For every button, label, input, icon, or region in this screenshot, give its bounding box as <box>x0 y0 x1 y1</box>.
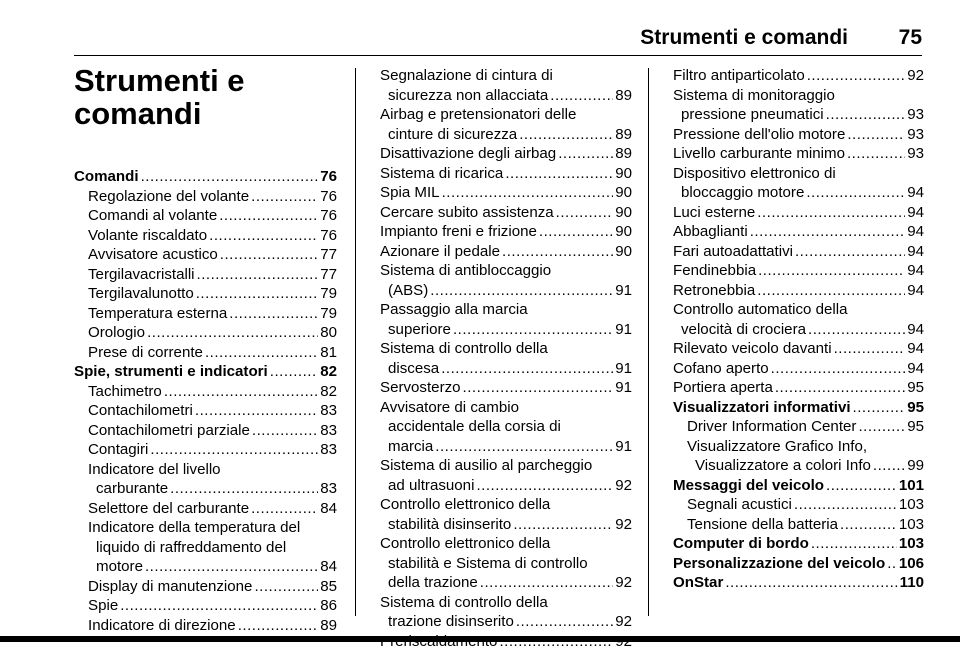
toc-entry-text: Pressione dell'olio motore <box>673 125 845 145</box>
leader-dots <box>550 86 613 106</box>
toc-entry-text: Spia MIL <box>380 183 440 203</box>
toc-entry[interactable] <box>673 437 924 476</box>
toc-entry[interactable] <box>380 203 632 223</box>
toc-page-number: 92 <box>615 573 632 593</box>
leader-dots <box>826 105 906 125</box>
toc-entry[interactable] <box>74 382 337 402</box>
leader-dots <box>795 242 905 262</box>
toc-page-number: 92 <box>615 612 632 632</box>
toc-entry-text: trazione disinserito <box>388 612 514 632</box>
toc-page-number: 94 <box>907 320 924 340</box>
toc-entry-text: Tergilavacristalli <box>88 265 195 285</box>
column-divider <box>648 68 649 616</box>
toc-entry-text: carburante <box>96 479 168 499</box>
chapter-title-line-2: comandi <box>74 96 201 131</box>
leader-dots <box>757 281 905 301</box>
toc-page-number: 95 <box>907 417 924 437</box>
toc-entry-text: Passaggio alla marcia <box>380 300 632 320</box>
toc-entry[interactable] <box>380 300 632 339</box>
toc-entry-text: stabilità disinserito <box>388 515 511 535</box>
toc-page-number: 81 <box>320 343 337 363</box>
leader-dots <box>120 596 318 616</box>
leader-dots <box>853 398 906 418</box>
chapter-title-line-1: Strumenti e <box>74 63 245 98</box>
toc-entry[interactable] <box>673 281 924 301</box>
toc-page-number: 79 <box>320 304 337 324</box>
leader-dots <box>141 167 319 187</box>
toc-entry-text: marcia <box>388 437 433 457</box>
leader-dots <box>441 359 613 379</box>
toc-entry[interactable] <box>74 499 337 519</box>
toc-entry[interactable] <box>673 495 924 515</box>
toc-entry-text: bloccaggio motore <box>681 183 804 203</box>
toc-entry-text: Visualizzatore Grafico Info, <box>687 437 924 457</box>
toc-entry-text: liquido di raffreddamento del <box>88 538 337 558</box>
toc-entry[interactable] <box>74 206 337 226</box>
leader-dots <box>847 125 905 145</box>
toc-entry[interactable] <box>74 245 337 265</box>
toc-column-3 <box>673 66 924 593</box>
leader-dots <box>480 573 613 593</box>
toc-page-number: 99 <box>907 456 924 476</box>
toc-page-number: 94 <box>907 339 924 359</box>
toc-entry-text: Contachilometri parziale <box>88 421 250 441</box>
toc-entry-text: ad ultrasuoni <box>388 476 474 496</box>
toc-entry[interactable] <box>74 323 337 343</box>
leader-dots <box>757 203 905 223</box>
toc-page-number: 103 <box>899 495 924 515</box>
chapter-title <box>74 64 245 130</box>
toc-entry-text: Segnalazione di cintura di <box>380 66 632 86</box>
toc-entry-text: OnStar <box>673 573 723 593</box>
toc-entry[interactable] <box>673 417 924 437</box>
toc-entry-text: Regolazione del volante <box>88 187 249 207</box>
leader-dots <box>150 440 318 460</box>
toc-section-entry[interactable] <box>74 167 337 187</box>
leader-dots <box>556 203 614 223</box>
leader-dots <box>220 245 318 265</box>
toc-entry[interactable] <box>673 515 924 535</box>
leader-dots <box>219 206 318 226</box>
toc-entry[interactable] <box>673 222 924 242</box>
column-divider <box>355 68 356 616</box>
toc-page-number: 89 <box>615 144 632 164</box>
toc-page-number: 93 <box>907 105 924 125</box>
toc-entry[interactable] <box>380 261 632 300</box>
toc-entry[interactable] <box>673 203 924 223</box>
leader-dots <box>238 616 319 636</box>
toc-entry[interactable] <box>380 164 632 184</box>
toc-entry[interactable] <box>380 456 632 495</box>
toc-page-number: 91 <box>615 281 632 301</box>
page-header <box>0 26 960 56</box>
toc-page-number: 94 <box>907 203 924 223</box>
toc-entry-text: Luci esterne <box>673 203 755 223</box>
toc-page-number: 86 <box>320 596 337 616</box>
toc-entry-text: Indicatore di direzione <box>88 616 236 636</box>
toc-page-number: 94 <box>907 359 924 379</box>
leader-dots <box>435 437 613 457</box>
leader-dots <box>771 359 906 379</box>
toc-entry-text: discesa <box>388 359 439 379</box>
toc-entry-text: Airbag e pretensionatori delle <box>380 105 632 125</box>
toc-entry-text: stabilità e Sistema di controllo <box>380 554 632 574</box>
toc-page-number: 77 <box>320 265 337 285</box>
toc-entry-text: Segnali acustici <box>687 495 792 515</box>
leader-dots <box>558 144 613 164</box>
toc-entry[interactable] <box>74 304 337 324</box>
leader-dots <box>254 577 318 597</box>
leader-dots <box>826 476 897 496</box>
page-number: 75 <box>899 26 922 50</box>
toc-page-number: 94 <box>907 242 924 262</box>
toc-entry-text: Visualizzatori informativi <box>673 398 851 418</box>
toc-entry[interactable] <box>74 284 337 304</box>
toc-page-number: 82 <box>320 382 337 402</box>
toc-page-number: 103 <box>899 534 924 554</box>
leader-dots <box>758 261 905 281</box>
toc-page-number: 95 <box>907 378 924 398</box>
toc-entry-text: Sistema di controllo della <box>380 339 632 359</box>
toc-entry[interactable] <box>380 339 632 378</box>
toc-section-entry[interactable] <box>673 398 924 418</box>
toc-entry-text: Avvisatore acustico <box>88 245 218 265</box>
toc-entry[interactable] <box>380 144 632 164</box>
toc-page-number: 80 <box>320 323 337 343</box>
leader-dots <box>725 573 897 593</box>
toc-page-number: 91 <box>615 359 632 379</box>
toc-entry-text: della trazione <box>388 573 478 593</box>
toc-entry-text: Livello carburante minimo <box>673 144 845 164</box>
leader-dots <box>858 417 905 437</box>
toc-entry[interactable] <box>673 339 924 359</box>
toc-page-number: 79 <box>320 284 337 304</box>
toc-entry[interactable] <box>74 518 337 577</box>
toc-entry-text: Visualizzatore a colori Info <box>695 456 871 476</box>
toc-entry-text: Temperatura esterna <box>88 304 227 324</box>
toc-entry-text: Avvisatore di cambio <box>380 398 632 418</box>
toc-page-number: 83 <box>320 440 337 460</box>
leader-dots <box>847 144 905 164</box>
leader-dots <box>502 242 613 262</box>
toc-entry-text: sicurezza non allacciata <box>388 86 548 106</box>
toc-entry[interactable] <box>673 86 924 125</box>
toc-entry[interactable] <box>74 616 337 636</box>
toc-entry[interactable] <box>74 265 337 285</box>
toc-page-number: 89 <box>320 616 337 636</box>
leader-dots <box>513 515 613 535</box>
toc-page-number: 77 <box>320 245 337 265</box>
toc-entry-text: Indicatore del livello <box>88 460 337 480</box>
toc-entry[interactable] <box>673 125 924 145</box>
toc-section-entry[interactable] <box>673 573 924 593</box>
leader-dots <box>252 421 318 441</box>
toc-entry[interactable] <box>380 495 632 534</box>
toc-entry[interactable] <box>74 421 337 441</box>
toc-entry-text: Cercare subito assistenza <box>380 203 554 223</box>
toc-entry[interactable] <box>74 577 337 597</box>
toc-entry-text: velocità di crociera <box>681 320 806 340</box>
toc-entry-text: Fari autoadattativi <box>673 242 793 262</box>
leader-dots <box>197 265 319 285</box>
leader-dots <box>196 284 318 304</box>
toc-page-number: 90 <box>615 242 632 262</box>
toc-page-number: 84 <box>320 499 337 519</box>
toc-entry-text: Selettore del carburante <box>88 499 249 519</box>
leader-dots <box>170 479 318 499</box>
toc-entry-text: Sistema di ricarica <box>380 164 503 184</box>
toc-entry[interactable] <box>673 164 924 203</box>
toc-entry-text: Tensione della batteria <box>687 515 838 535</box>
leader-dots <box>270 362 318 382</box>
toc-entry-text: Azionare il pedale <box>380 242 500 262</box>
toc-entry[interactable] <box>380 105 632 144</box>
toc-page-number: 76 <box>320 206 337 226</box>
toc-entry-text: Comandi al volante <box>88 206 217 226</box>
toc-page-number: 76 <box>320 187 337 207</box>
toc-page-number: 95 <box>907 398 924 418</box>
toc-entry-text: Servosterzo <box>380 378 461 398</box>
toc-page-number: 82 <box>320 362 337 382</box>
toc-page-number: 94 <box>907 261 924 281</box>
toc-entry[interactable] <box>673 144 924 164</box>
leader-dots <box>229 304 318 324</box>
toc-entry-text: Indicatore della temperatura del <box>88 518 337 538</box>
leader-dots <box>463 378 614 398</box>
toc-page-number: 101 <box>899 476 924 496</box>
leader-dots <box>887 554 897 574</box>
leader-dots <box>539 222 613 242</box>
toc-page-number: 89 <box>615 86 632 106</box>
toc-entry[interactable] <box>74 343 337 363</box>
toc-entry-text: Portiera aperta <box>673 378 773 398</box>
leader-dots <box>840 515 897 535</box>
leader-dots <box>811 534 897 554</box>
leader-dots <box>806 183 905 203</box>
toc-entry[interactable] <box>380 534 632 593</box>
toc-entry[interactable] <box>380 183 632 203</box>
toc-page-number: 103 <box>899 515 924 535</box>
toc-page-number: 84 <box>320 557 337 577</box>
toc-page-number: 92 <box>615 476 632 496</box>
toc-page-number: 89 <box>615 125 632 145</box>
leader-dots <box>251 187 318 207</box>
leader-dots <box>834 339 906 359</box>
toc-entry[interactable] <box>673 242 924 262</box>
toc-entry[interactable] <box>74 226 337 246</box>
toc-page-number: 92 <box>615 515 632 535</box>
toc-entry[interactable] <box>380 66 632 105</box>
toc-page-number: 110 <box>900 573 924 593</box>
toc-entry-text: Spie <box>88 596 118 616</box>
leader-dots <box>516 612 613 632</box>
leader-dots <box>209 226 318 246</box>
leader-dots <box>807 66 905 86</box>
toc-entry-text: Cofano aperto <box>673 359 769 379</box>
toc-entry-text: Prese di corrente <box>88 343 203 363</box>
toc-entry[interactable] <box>74 440 337 460</box>
toc-entry[interactable] <box>380 242 632 262</box>
toc-page-number: 90 <box>615 203 632 223</box>
toc-entry-text: Messaggi del veicolo <box>673 476 824 496</box>
toc-entry-text: Sistema di ausilio al parcheggio <box>380 456 632 476</box>
toc-entry-text: Controllo elettronico della <box>380 495 632 515</box>
toc-entry-text: Driver Information Center <box>687 417 856 437</box>
toc-entry-text: Volante riscaldato <box>88 226 207 246</box>
leader-dots <box>476 476 613 496</box>
toc-entry[interactable] <box>74 401 337 421</box>
leader-dots <box>251 499 318 519</box>
toc-entry-text: Fendinebbia <box>673 261 756 281</box>
toc-page-number: 83 <box>320 479 337 499</box>
toc-entry-text: Contachilometri <box>88 401 193 421</box>
toc-entry-text: Orologio <box>88 323 145 343</box>
toc-entry-text: Impianto freni e frizione <box>380 222 537 242</box>
header-rule <box>74 55 922 56</box>
toc-page-number: 90 <box>615 222 632 242</box>
leader-dots <box>147 323 318 343</box>
toc-entry-text: accidentale della corsia di <box>380 417 632 437</box>
toc-entry[interactable] <box>74 596 337 616</box>
toc-column-1 <box>74 167 337 635</box>
toc-page-number: 90 <box>615 183 632 203</box>
toc-entry-text: Controllo automatico della <box>673 300 924 320</box>
leader-dots <box>205 343 318 363</box>
toc-entry-text: Filtro antiparticolato <box>673 66 805 86</box>
toc-entry[interactable] <box>380 378 632 398</box>
toc-page-number: 93 <box>907 125 924 145</box>
toc-entry-text: Disattivazione degli airbag <box>380 144 556 164</box>
toc-entry-text: Computer di bordo <box>673 534 809 554</box>
toc-page-number: 76 <box>320 167 337 187</box>
toc-entry-text: cinture di sicurezza <box>388 125 517 145</box>
leader-dots <box>164 382 318 402</box>
toc-page-number: 76 <box>320 226 337 246</box>
toc-entry-text: Tachimetro <box>88 382 162 402</box>
toc-entry-text: Sistema di monitoraggio <box>673 86 924 106</box>
toc-page-number: 85 <box>320 577 337 597</box>
toc-entry-text: Abbaglianti <box>673 222 748 242</box>
toc-entry[interactable] <box>673 378 924 398</box>
toc-page-number: 83 <box>320 401 337 421</box>
toc-page-number: 94 <box>907 281 924 301</box>
toc-page-number: 90 <box>615 164 632 184</box>
toc-section-entry[interactable] <box>673 534 924 554</box>
toc-page-number: 94 <box>907 222 924 242</box>
toc-entry[interactable] <box>74 460 337 499</box>
toc-page-number: 91 <box>615 320 632 340</box>
leader-dots <box>505 164 613 184</box>
toc-entry-text: Display di manutenzione <box>88 577 252 597</box>
toc-page-number: 106 <box>899 554 924 574</box>
toc-entry-text: Spie, strumenti e indicatori <box>74 362 268 382</box>
leader-dots <box>519 125 613 145</box>
toc-entry[interactable] <box>673 300 924 339</box>
leader-dots <box>873 456 905 476</box>
toc-section-entry[interactable] <box>673 476 924 496</box>
toc-entry[interactable] <box>380 398 632 457</box>
leader-dots <box>430 281 613 301</box>
toc-entry[interactable] <box>673 359 924 379</box>
toc-page-number: 83 <box>320 421 337 441</box>
toc-entry-text: Dispositivo elettronico di <box>673 164 924 184</box>
toc-section-entry[interactable] <box>74 362 337 382</box>
toc-entry-text: (ABS) <box>388 281 428 301</box>
toc-entry[interactable] <box>74 187 337 207</box>
toc-entry-text: Controllo elettronico della <box>380 534 632 554</box>
leader-dots <box>794 495 897 515</box>
toc-entry-text: Contagiri <box>88 440 148 460</box>
toc-column-2 <box>380 66 632 651</box>
toc-entry-text: superiore <box>388 320 451 340</box>
toc-entry-text: motore <box>96 557 143 577</box>
toc-page-number: 91 <box>615 378 632 398</box>
leader-dots <box>750 222 906 242</box>
toc-entry-text: Tergilavalunotto <box>88 284 194 304</box>
toc-entry[interactable] <box>380 593 632 632</box>
toc-page-number: 94 <box>907 183 924 203</box>
toc-entry-text: Retronebbia <box>673 281 755 301</box>
toc-entry-text: Personalizzazione del veicolo <box>673 554 885 574</box>
leader-dots <box>453 320 613 340</box>
toc-entry-text: pressione pneumatici <box>681 105 824 125</box>
toc-entry[interactable] <box>673 66 924 86</box>
toc-entry-text: Rilevato veicolo davanti <box>673 339 832 359</box>
watermark-bar <box>0 636 960 642</box>
toc-page-number: 92 <box>907 66 924 86</box>
toc-section-entry[interactable] <box>673 554 924 574</box>
toc-entry-text: Comandi <box>74 167 139 187</box>
toc-entry-text: Sistema di antibloccaggio <box>380 261 632 281</box>
toc-page-number: 93 <box>907 144 924 164</box>
toc-entry-text: Sistema di controllo della <box>380 593 632 613</box>
leader-dots <box>808 320 905 340</box>
toc-entry[interactable] <box>673 261 924 281</box>
toc-page-number: 91 <box>615 437 632 457</box>
toc-entry[interactable] <box>380 222 632 242</box>
running-header-title: Strumenti e comandi <box>640 26 848 50</box>
leader-dots <box>442 183 614 203</box>
leader-dots <box>145 557 318 577</box>
leader-dots <box>195 401 318 421</box>
leader-dots <box>775 378 905 398</box>
